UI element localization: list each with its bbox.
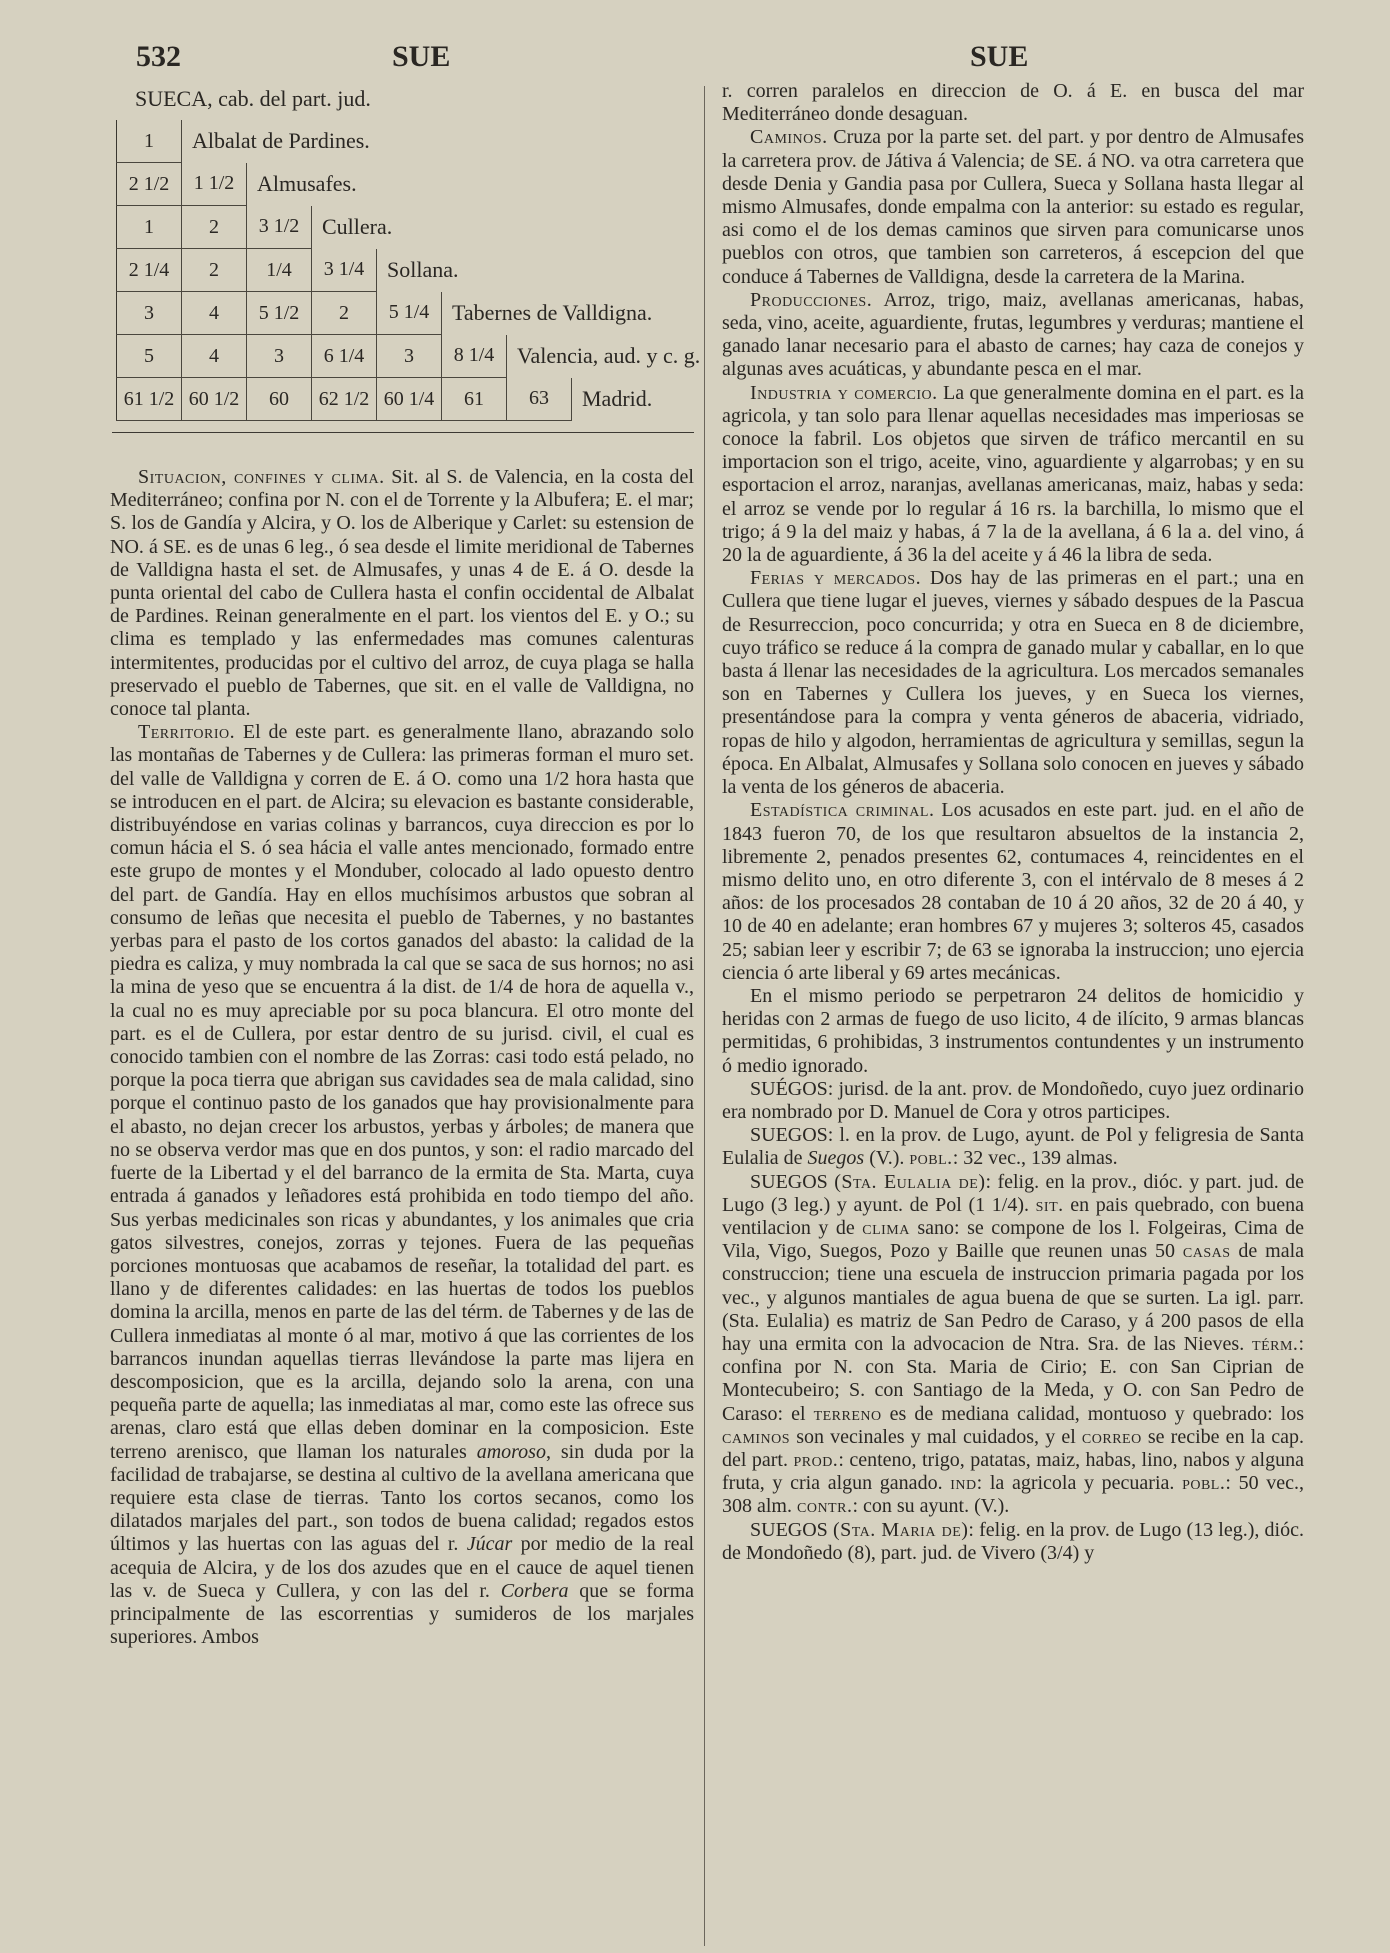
distance-cell: 5 1/4 <box>377 292 442 335</box>
section-label: Estadística criminal. <box>750 799 935 822</box>
distance-row <box>117 378 701 421</box>
distance-cell: 8 1/4 <box>442 335 507 378</box>
entry-text: se recibe en la cap. del part. <box>722 1425 1304 1471</box>
inline-label: pobl. <box>1182 1472 1226 1495</box>
distance-cell: 2 <box>182 206 247 249</box>
distance-cell: 5 1/2 <box>247 292 312 335</box>
distance-cell: 60 <box>247 378 312 421</box>
column-divider <box>704 86 705 1946</box>
distance-row <box>117 206 701 249</box>
distance-cell: 3 1/2 <box>247 206 312 249</box>
page-number: 532 <box>136 40 181 73</box>
distance-row <box>117 292 701 335</box>
distance-cell: 3 <box>377 335 442 378</box>
italic-term: Corbera <box>500 1579 569 1602</box>
entry-text: : 50 vec., 308 alm. <box>722 1472 1304 1518</box>
entry-suegos-jurisd <box>722 1078 1304 1124</box>
paragraph-text: que se forma principalmente de las escorrentias y sumideros de los marjales superiores. Ambos <box>110 1579 695 1649</box>
distance-cell: 61 1/2 <box>117 378 182 421</box>
inline-label: contr. <box>797 1495 853 1518</box>
entry-subhead: (Sta. Maria de) <box>832 1518 969 1541</box>
paragraph-text: por medio de la real acequia de Alcira, y de los dos azudes que en el cauce de aquel tienen las v. de Sueca y Cullera, y con las del r. <box>110 1533 694 1602</box>
inline-label: pobl. <box>909 1147 953 1170</box>
district-title: SUECA, cab. del part. jud. <box>135 86 371 111</box>
distance-cell: 3 1/4 <box>312 249 377 292</box>
paragraph-territorio <box>110 721 694 1649</box>
paragraph-situacion <box>110 466 694 721</box>
distance-cell: 4 <box>182 335 247 378</box>
town-name: Albalat de Pardines. <box>182 120 701 163</box>
distance-row <box>117 249 701 292</box>
entry-text: : jurisd. de la ant. prov. de Mondoñedo, cuyo juez ordinario era nombrado por D. Manuel de Cora y otros participes. <box>722 1077 1304 1123</box>
distance-cell: 1 <box>117 120 182 163</box>
entry-suegos-santa-maria <box>722 1519 1304 1565</box>
entry-headword: SUEGOS <box>750 1170 828 1193</box>
entry-text: (V.). <box>864 1147 910 1170</box>
town-name: Almusafes. <box>247 163 701 206</box>
town-name: Madrid. <box>572 378 701 421</box>
distance-row <box>117 335 701 378</box>
right-running-head: SUE <box>970 40 1029 73</box>
entry-suegos-santa-eulalia <box>722 1171 1304 1519</box>
distance-cell: 2 <box>182 249 247 292</box>
distance-cell: 60 1/2 <box>182 378 247 421</box>
distance-cell: 1/4 <box>247 249 312 292</box>
inline-label: ind <box>950 1472 977 1495</box>
town-name: Tabernes de Valldigna. <box>442 292 701 335</box>
distance-cell: 3 <box>247 335 312 378</box>
inline-label: clima <box>862 1216 910 1239</box>
paragraph-ferias <box>722 567 1304 799</box>
italic-term: Suegos <box>807 1147 865 1170</box>
entry-text: es de mediana calidad, montuoso y quebrado: los <box>881 1402 1304 1425</box>
entry-text: : la agricola y pecuaria. <box>976 1472 1183 1495</box>
entry-headword: SUEGOS <box>750 1518 828 1541</box>
entry-text: de mala construccion; tiene una escuela de instruccion primaria pagada por los vec., y algunos mantiales de agua buena de que se surten. La igl. parr. (Sta. Eulalia) es matriz de San Pedro de Caraso, y á 200 pasos de ella hay una ermita con la advocacion de Ntra. Sra. de las Nieves. <box>722 1240 1304 1355</box>
distance-cell: 6 1/4 <box>312 335 377 378</box>
paragraph-industria <box>722 382 1304 568</box>
entry-text: sano: se compone de los l. Folgeiras, Cima de Vila, Vigo, Suegos, Pozo y Baille que reunen unas 50 <box>722 1216 1305 1263</box>
distance-cell: 60 1/4 <box>377 378 442 421</box>
entry-text: : con su ayunt. (V.). <box>852 1495 1010 1518</box>
section-label: Situacion, confines y clima. <box>138 466 385 488</box>
entry-subhead: (Sta. Eulalia de) <box>834 1170 986 1193</box>
section-label: Industria y comercio. <box>750 381 938 404</box>
entry-text: : l. en la prov. de Lugo, ayunt. de Pol y feligresia de Santa Eulalia de <box>722 1124 1304 1170</box>
left-running-head: SUE <box>392 40 451 73</box>
entry-suegos-lugar <box>722 1124 1304 1170</box>
distance-cell: 4 <box>182 292 247 335</box>
paragraph-producciones <box>722 289 1304 382</box>
distance-cell: 2 1/4 <box>117 249 182 292</box>
section-label: Caminos. <box>750 126 828 149</box>
inline-label: terreno <box>813 1402 882 1425</box>
paragraph-continuation: r. corren paralelos en direccion de O. á E. en busca del mar Mediterráneo donde desaguan. <box>722 80 1304 126</box>
town-name: Sollana. <box>377 249 701 292</box>
paragraph-text: La que generalmente domina en el part. es la agricola, y tan solo para llenar aquellas necesidades mas imperiosas se conoce la fabril. Los objetos que sirven de tráfico mercantil en su importacion son el trigo, aceite, vino, aguardiente y algarrobas; y en su esportacion el arroz, naranjas, avellanas americanas, maiz, habas y seda: el arroz se vende por lo regular á 16 rs. la barchilla, lo mismo que el trigo; á 9 la del maiz y habas, á 7 la de la avellana, á 6 la a. del vino, á 20 la de aguardiente, á 36 la del aceite y á 46 la libra de seda. <box>722 381 1304 567</box>
paragraph-text: Los acusados en este part. jud. en el año de 1843 fueron 70, de los que resultaron absueltos de la instancia 2, libremente 2, penados presentes 62, contumaces 4, reincidentes en el mismo delito uno, en otro diferente 3, con el intérvalo de 8 meses á 2 años: de los procesados 28 contaban de 10 á 20 años, 32 de 20 á 40, y 10 de 40 en adelante; eran hombres 67 y mujeres 3; solteros 45, casados 25; sabian leer y escribir 7; de 63 se ignoraba la instruccion; uno ejercia ciencia ó arte liberal y 69 artes mecánicas. <box>722 799 1304 984</box>
paragraph-text: Cruza por la parte set. del part. y por dentro de Almusafes la carretera prov. de Játiva á Valencia; de SE. á NO. va otra carretera que desde Denia y Gandia pasa por Cullera, Sueca y Sollana hasta llegar al mismo Almusafes, donde empalma con la anterior: su estado es regular, asi como el de los demas caminos que sirven para comunicarse unos pueblos con otros, que tambien son carreteros, á escepcion del que conduce á Tabernes de Valldigna, desde la carretera de la Marina. <box>722 126 1304 288</box>
town-name: Valencia, aud. y c. g. <box>507 335 701 378</box>
entry-text: : felig. en la prov., dióc. y part. jud. de Lugo (3 leg.) y ayunt. de Pol (1 1/4). <box>722 1170 1305 1216</box>
distance-cell: 63 <box>507 378 572 421</box>
entry-text: en pais quebrado, con buena ventilacion y de <box>722 1193 1304 1239</box>
entry-text: son vecinales y mal cuidados, y el <box>790 1425 1082 1448</box>
distance-row <box>117 120 701 163</box>
paragraph-text: El de este part. es generalmente llano, abrazando solo las montañas de Tabernes y de Cullera: las primeras forman el muro set. del valle de Valldigna y corren de E. á O. como una 1/2 hora hasta que se introducen en el part. de Alcira; su elevacion es bastante considerable, distribuyéndose en varias colinas y barrancos, cuya direccion es por lo comun hácia el S. ó sea hácia el valle antes mencionado, formado entre este grupo de montes y el Monduber, colocado al lado opuesto dentro del part. de Gandía. Hay en ellos muchísimos arbustos que sobran al consumo de leñas que necesita el pueblo de Tabernes, y no bastantes yerbas para el pasto de los cortos ganados del abasto: la calidad de la piedra es caliza, y muy nombrada la cal que se saca de sus hornos; no asi la mina de yeso que se encuentra á la dist. de 1/4 de hora de aquella v., la cual no es muy apreciable por su poca blancura. El otro monte del part. es el de Cullera, por estar dentro de su jurisd. civil, el cual es conocido tambien con el nombre de las Zorras: casi todo está pelado, no porque la poca tierra que abrigan sus cavidades sea de mala calidad, sino porque el continuo pasto de los ganados que hay provisionalmente para el abasto, no dejan crecer los arbustos, yerbas y árboles; de manera que no se observa verdor mas que en dos puntos, y son: el radio marcado del fuerte de la Libertad y el del barranco de la ermita de Sta. Marta, cuya entrada á ganados y leñadores está prohibida en todo tiempo del año. Sus yerbas medicinales son ricas y abundantes, y los animales que cria gatos silvestres, conejos, zorras y tejones. Fuera de las pequeñas porciones montuosas que acabamos de reseñar, la totalidad del part. es llano y de diferentes calidades: en las huertas de todos los pueblos domina la arcilla, menos en parte de las del térm. de Tabernes y de las de Cullera inmediatas al monte ó al mar, motivo á que las corrientes de los barrancos inundan aquellas tierras llevándose la parte mas lijera en descomposicion, que es la arcilla, dejando solo la arena, con una pequeña parte de aquella; las inmediatas al mar, como este las ofrece sus arenas, claro está que ellas deben dominar en la composicion. Este terreno arenisco, que llaman los naturales <box>110 721 694 1463</box>
paragraph-text: , sin duda por la facilidad de trabajarse, se destina al cultivo de la avellana americana que requiere esta clase de tierras. Tanto los cortos secanos, como los dilatados marjales del part., son todos de buena calidad; regados estos últimos y las huertas con las aguas del r. <box>110 1440 695 1556</box>
entry-headword: SUÉGOS <box>750 1077 828 1100</box>
distance-cell: 3 <box>117 292 182 335</box>
distance-cell: 61 <box>442 378 507 421</box>
distance-cell: 2 1/2 <box>117 163 182 206</box>
section-label: Territorio. <box>138 721 236 744</box>
inline-label: térm. <box>1252 1332 1299 1355</box>
paragraph-text: Sit. al S. de Valencia, en la costa del Mediterráneo; confina por N. con el de Torrente y la Albufera; E. el mar; S. los de Gandía y Alcira, y O. los de Alberique y Carlet: su estension de NO. á SE. es de unas 6 leg., ó sea desde el limite meridional de Tabernes de Valldigna hasta el set. de Almusafes, y unas 4 de E. á O. desde la punta oriental del cabo de Cullera hasta el confin occidental de Albalat de Pardines. Reinan generalmente en el part. los vientos del E. y O.; su clima es templado y las enfermedades mas comunes calenturas intermitentes, producidas por el cultivo del arroz, de cuya plaga se halla preservado el pueblo de Tabernes, que sit. en el valle de Valldigna, no conoce tal planta. <box>110 466 694 721</box>
inline-label: casas <box>1182 1240 1231 1263</box>
distance-cell: 1 1/2 <box>182 163 247 206</box>
inline-label: sit. <box>1035 1193 1064 1216</box>
paragraph-text: Arroz, trigo, maiz, avellanas americanas, habas, seda, vino, aceite, aguardiente, frutas, legumbres y verduras; mantiene el ganado lanar necesario para el abasto de carnes; hay caza de conejos y algunas aves acuáticas, y abundante pesca en el mar. <box>722 288 1304 381</box>
paragraph-text: Dos hay de las primeras en el part.; una en Cullera que tiene lugar el jueves, viernes y sábado despues de la Pascua de Resurreccion, poco concurrida; y otra en Sueca en 8 de diciembre, cuyo tráfico se reduce á la compra de ganado mular y caballar, en lo que basta á llenar las necesidades de la agricultura. Los mercados semanales son en Tabernes y Cullera los jueves, y en Sueca los viernes, presentándose para la compra y venta géneros de abaceria, vidriado, ropas de hilo y algodon, herramientas de agricultura y semillas, segun la época. En Albalat, Almusafes y Sollana solo conocen en jueves y sábado la venta de los géneros de abaceria. <box>722 567 1304 799</box>
section-label: Ferias y mercados. <box>750 567 922 590</box>
distance-cell: 5 <box>117 335 182 378</box>
inline-label: prod. <box>793 1448 839 1471</box>
paragraph-caminos <box>722 126 1304 288</box>
entry-text: : felig. en la prov. de Lugo (13 leg.), dióc. de Mondoñedo (8), part. jud. de Vivero (3/4) y <box>722 1518 1304 1564</box>
distance-cell: 2 <box>312 292 377 335</box>
town-name: Cullera. <box>312 206 701 249</box>
distance-cell: 1 <box>117 206 182 249</box>
distance-row <box>117 163 701 206</box>
left-column <box>110 466 694 1649</box>
paragraph-estadistica <box>722 799 1304 985</box>
section-label: Producciones. <box>750 288 873 311</box>
entry-text: : confina por N. con Sta. Maria de Cirio; E. con San Ciprian de Montecubeiro; S. con Santiago de la Meda, y O. con San Pedro de Caraso: el <box>722 1332 1304 1425</box>
entry-headword: SUEGOS <box>750 1124 828 1147</box>
italic-term: Júcar <box>466 1533 513 1556</box>
italic-term: amoroso <box>476 1440 546 1463</box>
inline-label: caminos <box>722 1425 791 1448</box>
right-column <box>722 80 1304 1565</box>
paragraph-delitos: En el mismo periodo se perpetraron 24 delitos de homicidio y heridas con 2 armas de fuego de uso licito, 4 de ilícito, 9 armas blancas permitidas, 6 prohibidas, 3 instrumentos contundentes y un instrumento ó medio ignorado. <box>722 984 1304 1077</box>
inline-label: correo <box>1081 1425 1142 1448</box>
distance-table <box>116 120 700 421</box>
entry-text: : 32 vec., 139 almas. <box>952 1147 1118 1170</box>
distance-cell: 62 1/2 <box>312 378 377 421</box>
table-rule <box>112 432 694 433</box>
entry-text: : centeno, trigo, patatas, maiz, habas, lino, nabos y alguna fruta, y cria algun ganado. <box>722 1448 1304 1495</box>
